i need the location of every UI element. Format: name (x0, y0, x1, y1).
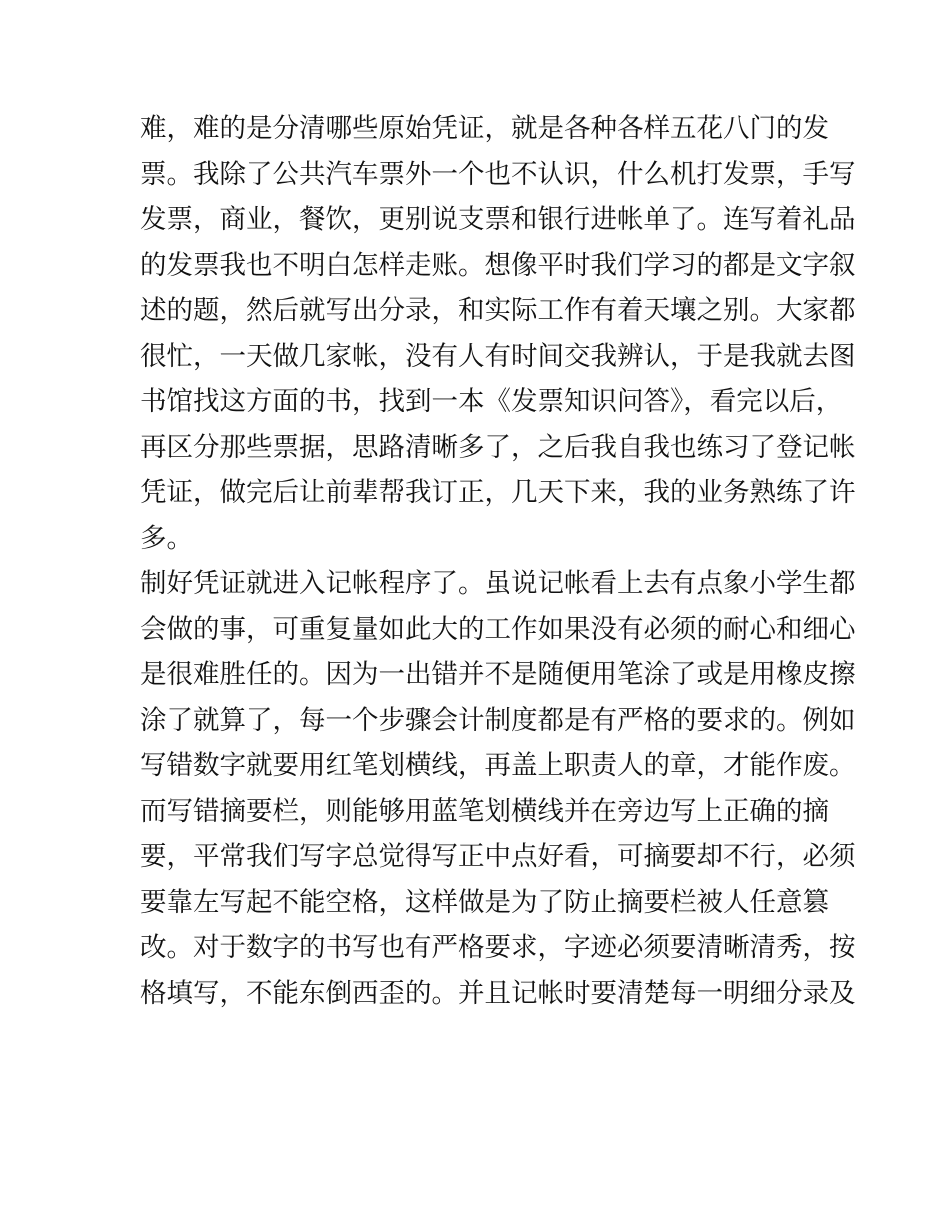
text-line: 要，平常我们写字总觉得写正中点好看，可摘要却不行，必须 (140, 841, 856, 872)
text-line: 而写错摘要栏，则能够用蓝笔划横线并在旁边写上正确的摘 (140, 795, 829, 827)
text-line: 要靠左写起不能空格，这样做是为了防止摘要栏被人任意篡 (140, 886, 829, 918)
text-line: 凭证，做完后让前辈帮我订正，几天下来，我的业务熟练了许 (140, 477, 856, 508)
text-line: 写错数字就要用红笔划横线，再盖上职责人的章，才能作废。 (140, 750, 856, 781)
text-line: 是很难胜任的。因为一出错并不是随便用笔涂了或是用橡皮擦 (140, 659, 856, 690)
text-line: 书馆找这方面的书，找到一本《发票知识问答》，看完以后， (140, 386, 843, 417)
text-line: 发票，商业，餐饮，更别说支票和银行进帐单了。连写着礼品 (140, 204, 856, 235)
text-line: 格填写，不能东倒西歪的。并且记帐时要清楚每一明细分录及 (140, 977, 856, 1009)
text-line: 述的题，然后就写出分录，和实际工作有着天壤之别。大家都 (140, 295, 856, 326)
body-text (140, 106, 856, 1016)
text-line: 多。 (140, 522, 193, 554)
text-line: 票。我除了公共汽车票外一个也不认识，什么机打发票，手写 (140, 158, 856, 190)
text-line: 改。对于数字的书写也有严格要求，字迹必须要清晰清秀，按 (140, 932, 856, 963)
paragraph-2 (140, 561, 856, 1016)
text-line: 的发票我也不明白怎样走账。想像平时我们学习的都是文字叙 (140, 249, 856, 281)
text-line: 难，难的是分清哪些原始凭证，就是各种各样五花八门的发 (140, 113, 829, 144)
paragraph-1 (140, 106, 856, 561)
text-line: 很忙，一天做几家帐，没有人有时间交我辨认，于是我就去图 (140, 340, 856, 372)
text-line: 再区分那些票据，思路清晰多了，之后我自我也练习了登记帐 (140, 431, 856, 463)
text-line: 会做的事，可重复量如此大的工作如果没有必须的耐心和细心 (140, 613, 856, 645)
text-line: 涂了就算了，每一个步骤会计制度都是有严格的要求的。例如 (140, 704, 856, 736)
text-line: 制好凭证就进入记帐程序了。虽说记帐看上去有点象小学生都 (140, 568, 856, 599)
